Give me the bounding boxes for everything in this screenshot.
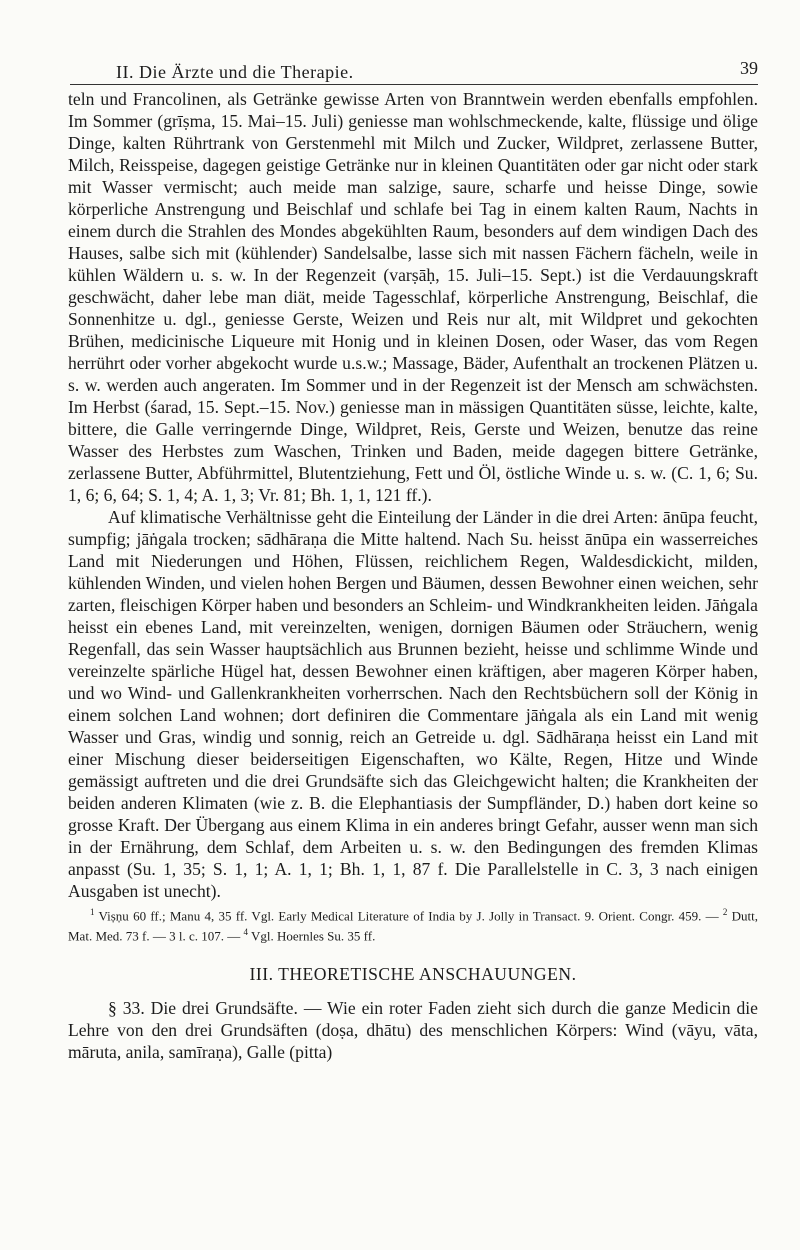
page-number: 39 <box>740 58 758 78</box>
footnote-text: Vgl. Hoernles Su. 35 ff. <box>251 928 376 944</box>
paragraph-seasons: teln und Francolinen, als Getränke gewisse Arten von Branntwein werden ebenfalls empfohlen. Im Sommer (grīṣma, 15. Mai–15. Juli) geniesse man wohlschmeckende, kalte, flüssige und ölige Dinge, kalten Rührtrank von Gerstenmehl mit Milch und Zucker, Wildpret, zerlassene Butter, Milch, Reisspeise, dagegen geistige Getränke nur in kleinen Quantitäten oder gar nicht oder stark mit Wasser vermischt; auch meide man salzige, saure, scharfe und heisse Dinge, sowie körperliche Anstrengung und Beischlaf und schlafe bei Tag in einem kalten Raum, Nachts in einem durch die Strahlen des Mondes abgekühlten Raum, besonders auf dem windigen Dach des Hauses, salbe sich mit (kühlender) Sandelsalbe, lasse sich mit nassen Fächern fächeln, weile in kühlen Wäldern u. s. w. In der Regenzeit (varṣāḥ, 15. Juli–15. Sept.) ist die Verdauungskraft geschwächt, daher lebe man diät, meide Tagesschlaf, körperliche Anstrengung, Beischlaf, die Sonnenhitze u. dgl., geniesse Gerste, Weizen und Reis nur alt, mit Wildpret und gekochten Brühen, medicinische Liqueure mit Honig und in kleinen Dosen, oder Waser, das vom Regen herrührt oder vorher abgekocht wurde u.s.w.; Massage, Bäder, Aufenthalt an trockenen Plätzen u. s. w. werden auch angeraten. Im Sommer und in der Regenzeit ist der Mensch am schwächsten. Im Herbst (śarad, 15. Sept.–15. Nov.) geniesse man in mässigen Quantitäten süsse, leichte, kalte, bittere, die Galle verringernde Dinge, Wildpret, Reis, Gerste und Weizen, benutze das reine Wasser des Herbstes zum Waschen, Trinken und Baden, meide dagegen bittere Getränke, zerlassene Butter, Abführmittel, Blutentziehung, Fett und Öl, östliche Winde u. s. w. (C. 1, 6; Su. 1, 6; 6, 64; S. 1, 4; A. 1, 3; Vr. 81; Bh. 1, 1, 121 ff.). <box>68 89 758 505</box>
footnotes <box>68 904 758 945</box>
running-title: II. Die Ärzte und die Therapie. <box>116 62 354 82</box>
footnote-text: Dutt, Mat. Med. 73 f. — 3 l. c. 107. — <box>68 908 759 944</box>
page-body <box>68 88 758 1063</box>
footnote-text: Viṣṇu 60 ff.; Manu 4, 35 ff. Vgl. Early Medical Literature of India by J. Jolly in Transact. 9. Orient. Congr. 459. — <box>98 908 719 924</box>
paragraph-climates: Auf klimatische Verhältnisse geht die Einteilung der Länder in die drei Arten: ānūpa feucht, sumpfig; jāṅgala trocken; sādhāraṇa die Mitte haltend. Nach Su. heisst ānūpa ein wasserreiches Land mit Niederungen und Höhen, Flüssen, reichlichem Regen, Waldesdickicht, milden, kühlenden Winden, und vielen hohen Bergen und Bäumen, dessen Bewohner einen weichen, sehr zarten, fleischigen Körper haben und besonders an Schleim- und Windkrankheiten leiden. Jāṅgala heisst ein ebenes Land, mit vereinzelten, wenigen, dornigen Bäumen oder Sträuchern, wenig Regenfall, das sein Wasser hauptsächlich aus Brunnen bezieht, heisse und schlimme Winde und vereinzelte spärliche Hügel hat, dessen Bewohner einen kräftigen, aber mageren Körper haben, und wo Wind- und Gallenkrankheiten vorherrschen. Nach den Rechtsbüchern soll der König in einem solchen Land wohnen; dort definiren die Commentare jāṅgala als ein Land mit wenig Wasser und Gras, windig und sonnig, reich an Getreide u. dgl. Sādhāraṇa heisst ein Land mit einer Mischung dieser beiderseitigen Eigenschaften, wo Kälte, Regen, Hitze und Winde gemässigt auftreten und die drei Grundsäfte sich das Gleichgewicht halten; die Krankheiten der beiden anderen Klimaten (wie z. B. die Elephantiasis der Sumpfländer, D.) haben dort keine so grosse Kraft. Der Übergang aus einem Klima in ein anderes bringt Gefahr, ausser wenn man sich in der Ernährung, dem Schlaf, dem Arbeiten u. s. w. den Bedingungen des fremden Klimas anpasst (Su. 1, 35; S. 1, 1; A. 1, 1; Bh. 1, 1, 87 f. Die Parallelstelle in C. 3, 3 nach einigen Ausgaben ist unecht). <box>68 507 758 901</box>
section-title: III. THEORETISCHE ANSCHAUUNGEN. <box>249 963 577 984</box>
footnote-number: 1 <box>90 907 95 917</box>
footnote-number: 2 <box>722 907 728 917</box>
footnote-number: 4 <box>243 927 248 938</box>
footnote <box>68 904 758 945</box>
page-header <box>70 58 758 85</box>
paragraph-grundsaefte: § 33. Die drei Grundsäfte. — Wie ein roter Faden zieht sich durch die ganze Medicin die Lehre von den drei Grundsäften (doṣa, dhātu) des menschlichen Körpers: Wind (vāyu, vāta, māruta, anila, samīraṇa), Galle (pitta) <box>68 997 758 1062</box>
